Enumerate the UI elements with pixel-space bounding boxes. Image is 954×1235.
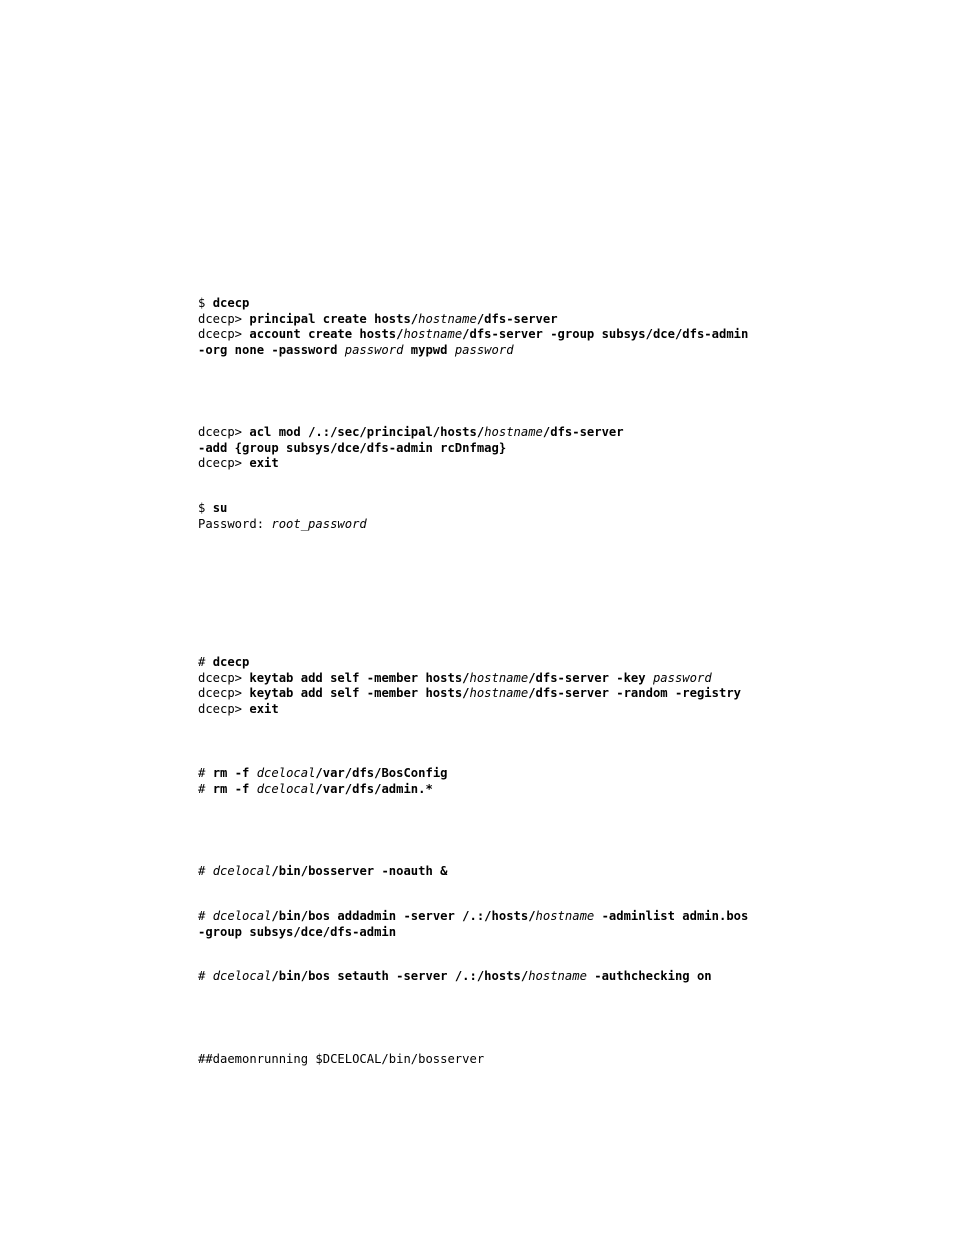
placeholder-text: dcelocal — [212, 909, 272, 923]
command-text: account create hosts/ — [249, 327, 404, 342]
rm-config-commands — [198, 766, 448, 797]
command-text: mypwd — [403, 342, 455, 357]
placeholder-text: root_password — [271, 516, 367, 531]
prompt-text: dcecp> — [198, 686, 250, 701]
code-line — [198, 296, 748, 312]
command-text: rm -f — [212, 766, 257, 780]
prompt-text: $ — [198, 296, 213, 310]
command-text: -authchecking on — [586, 969, 712, 983]
code-line — [198, 1052, 484, 1068]
command-text: -group subsys/dce/dfs-admin — [198, 924, 397, 939]
code-line — [198, 782, 448, 798]
placeholder-text: dcelocal — [256, 766, 316, 780]
code-line — [198, 925, 748, 941]
command-text: /var/dfs/admin.* — [315, 781, 433, 796]
placeholder-text: password — [454, 342, 514, 357]
command-text: dcecp — [212, 655, 250, 669]
bosserver-noauth-command — [198, 864, 448, 880]
code-line — [198, 702, 741, 718]
code-line — [198, 327, 748, 343]
command-text: acl mod /.:/sec/principal/hosts/ — [249, 425, 485, 439]
command-text: -org none -password — [198, 342, 345, 357]
command-text: rm -f — [212, 781, 257, 796]
placeholder-text: hostname — [484, 425, 543, 439]
bos-addadmin-command — [198, 909, 748, 940]
code-line — [198, 456, 624, 472]
code-line — [198, 425, 624, 441]
code-line — [198, 517, 367, 533]
prompt-text: # — [198, 969, 213, 983]
code-line — [198, 864, 448, 880]
code-line — [198, 441, 624, 457]
command-text: exit — [249, 456, 279, 471]
code-line — [198, 969, 712, 985]
su-root-commands — [198, 501, 367, 532]
command-text: /dfs-server — [542, 425, 624, 439]
command-text: /dfs-server -group subsys/dce/dfs-admin — [462, 327, 749, 342]
command-text: /dfs-server — [476, 311, 558, 326]
code-line — [198, 909, 748, 925]
bos-setauth-command — [198, 969, 712, 985]
placeholder-text: dcelocal — [212, 864, 272, 878]
command-text: keytab add self -member hosts/ — [249, 686, 470, 701]
dcecp-principal-account-commands — [198, 296, 748, 358]
prompt-text: dcecp> — [198, 311, 250, 326]
command-text: /var/dfs/BosConfig — [315, 766, 448, 780]
prompt-text: Password: — [198, 516, 272, 531]
prompt-text: # — [198, 781, 213, 796]
placeholder-text: dcelocal — [212, 969, 272, 983]
code-line — [198, 686, 741, 702]
prompt-text: # — [198, 766, 213, 780]
daemonrunning-directive — [198, 1052, 484, 1068]
prompt-text: dcecp> — [198, 456, 250, 471]
placeholder-text: hostname — [403, 327, 463, 342]
code-line — [198, 766, 448, 782]
prompt-text: # — [198, 864, 213, 878]
placeholder-text: hostname — [469, 686, 529, 701]
command-text: exit — [249, 701, 279, 716]
command-text: dcecp — [212, 296, 250, 310]
placeholder-text: dcelocal — [256, 781, 316, 796]
command-text: /dfs-server -random -registry — [528, 686, 741, 701]
command-text: /bin/bos addadmin -server /.:/hosts/ — [271, 909, 536, 923]
command-text: -add {group subsys/dce/dfs-admin rcDnfmag} — [198, 440, 507, 455]
placeholder-text: hostname — [528, 969, 587, 983]
dcecp-acl-commands — [198, 425, 624, 472]
command-text: keytab add self -member hosts/ — [249, 670, 470, 685]
prompt-text: dcecp> — [198, 327, 250, 342]
placeholder-text: hostname — [535, 909, 595, 923]
code-line — [198, 671, 741, 687]
code-line — [198, 312, 748, 328]
prompt-text: dcecp> — [198, 425, 250, 439]
placeholder-text: hostname — [418, 311, 477, 326]
prompt-text: dcecp> — [198, 670, 250, 685]
placeholder-text: hostname — [469, 670, 529, 685]
prompt-text: $ — [198, 501, 213, 515]
command-text: su — [212, 501, 228, 515]
code-line — [198, 343, 748, 359]
prompt-text: # — [198, 655, 213, 669]
command-text: /bin/bos setauth -server /.:/hosts/ — [271, 969, 529, 983]
prompt-text: # — [198, 909, 213, 923]
dcecp-keytab-commands — [198, 655, 741, 717]
command-text: /dfs-server -key — [528, 670, 653, 685]
code-line — [198, 655, 741, 671]
command-text: /bin/bosserver -noauth & — [271, 864, 448, 878]
placeholder-text: password — [652, 670, 712, 685]
prompt-text: dcecp> — [198, 701, 250, 716]
prompt-text: ##daemonrunning $DCELOCAL/bin/bosserver — [198, 1052, 485, 1066]
command-text: -adminlist admin.bos — [594, 909, 749, 923]
command-text: principal create hosts/ — [249, 311, 419, 326]
code-line — [198, 501, 367, 517]
placeholder-text: password — [344, 342, 404, 357]
